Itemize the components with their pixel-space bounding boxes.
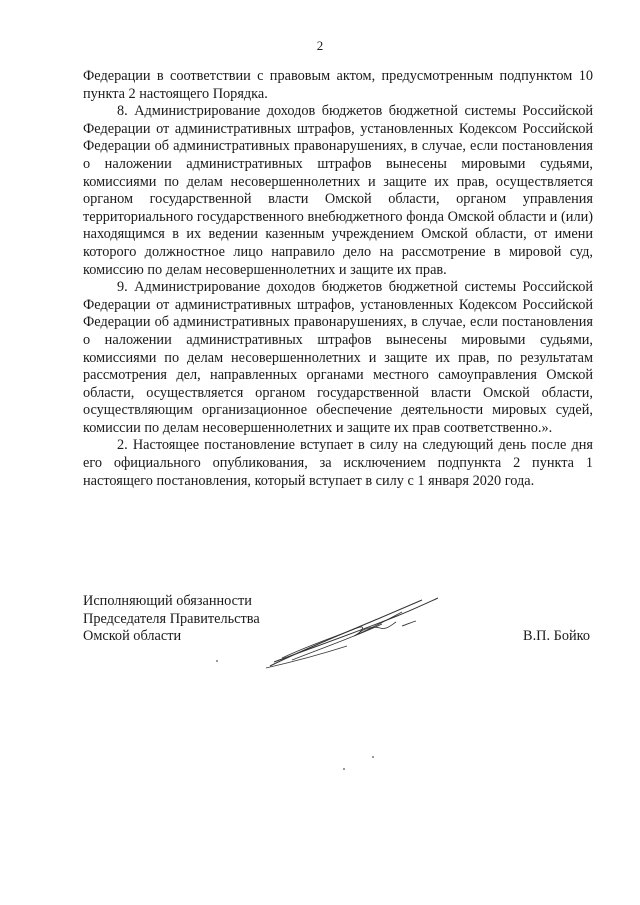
signatory-title-line-2: Председателя Правительства	[83, 610, 260, 627]
signatory-title-line-1: Исполняющий обязанности	[83, 593, 252, 609]
signatory-name: В.П. Бойко	[523, 628, 590, 644]
signatory-title-line-3: Омской области	[83, 628, 182, 645]
paragraph-continuation: Федерации в соответствии с правовым актом, предусмотренным подпунктом 10 пункта 2 настоящего Порядка.	[83, 68, 593, 102]
page-number: 2	[316, 38, 324, 53]
paragraph-item-2-effective-date: 2. Настоящее постановление вступает в силу на следующий день после дня его официального опубликования, за исключением подпункта 2 пункта 1 настоящего постановления, который вступает в силу с 1 января 2020 года.	[83, 437, 593, 489]
scan-speck	[372, 756, 374, 758]
paragraph-item-8: 8. Администрирование доходов бюджетов бюджетной системы Российской Федерации от административных штрафов, установленных Кодексом Российской Федерации об административных правонарушениях, в случае, если постановления о наложении административных штрафов вынесены мировыми судьями, комиссиями по делам несовершеннолетних и защите их прав, осуществляется органом государственной власти Омской области, органом управления территориального государственного внебюджетного фонда Омской области и (или) находящимся в их ведении казенным учреждением Омской области, от имени которого должностное лицо направило дело на рассмотрение в мировой суд, комиссию по делам несовершеннолетних и защите их прав.	[83, 103, 593, 278]
signatory-title-block	[83, 593, 260, 646]
document-body	[83, 68, 593, 490]
handwritten-signature	[262, 588, 452, 676]
scan-speck	[343, 768, 345, 770]
scan-speck	[216, 660, 218, 662]
paragraph-item-9: 9. Администрирование доходов бюджетов бюджетной системы Российской Федерации от административных штрафов, установленных Кодексом Российской Федерации об административных правонарушениях, в случае, если постановления о наложении административных штрафов вынесены мировыми судьями, комиссиями по делам несовершеннолетних и защите их прав, по результатам рассмотрения дел, направленных органами местного самоуправления Омской области, осуществляется органом государственной власти Омской области, осуществляющим организационное обеспечение деятельности мировых судей, комиссии по делам несовершеннолетних и защите их прав соответственно.».	[83, 279, 593, 436]
